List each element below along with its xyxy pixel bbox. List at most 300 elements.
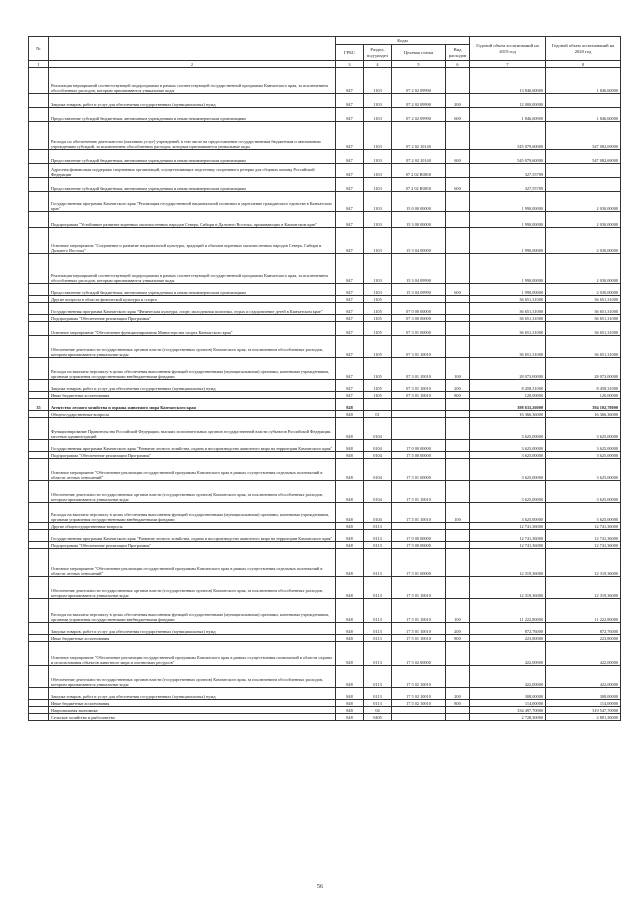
row-section: 1105 <box>364 303 392 315</box>
row-name: Предоставление субсидий бюджетным, автономным учреждениям и иным некоммерческим организациям <box>49 150 336 164</box>
row-grbs: 848 <box>336 642 364 666</box>
row-name: Закупка товаров, работ и услуг для обеспечения государственных (муниципальных) нужд <box>49 380 336 392</box>
table-row <box>29 164 621 178</box>
row-type <box>446 666 470 688</box>
table-row <box>29 122 621 150</box>
row-target <box>392 707 446 714</box>
row-number <box>29 599 49 623</box>
row-number <box>29 452 49 459</box>
row-grbs: 847 <box>336 392 364 399</box>
row-name: Закупка товаров, работ и услуг для обеспечения государственных (муниципальных) нужд <box>49 623 336 635</box>
row-grbs: 847 <box>336 358 364 380</box>
row-type <box>446 122 470 150</box>
table-row <box>29 315 621 322</box>
row-target: 17 5 01 10010 <box>392 481 446 503</box>
row-type <box>446 707 470 714</box>
row-section: 0113 <box>364 700 392 707</box>
row-value-2020: 3 625,00000 <box>546 481 621 503</box>
row-section: 1105 <box>364 392 392 399</box>
row-type <box>446 303 470 315</box>
row-type: 200 <box>446 94 470 108</box>
row-grbs: 848 <box>336 714 364 721</box>
row-value-2020: 872,76000 <box>546 623 621 635</box>
row-value-2020: 12 741,36000 <box>546 542 621 549</box>
row-number <box>29 212 49 228</box>
row-name: Основное мероприятие "Обеспечение реализации государственной программы Камчатского края в рамках осуществления полномочий в области охраны и использования объектов животного мира и охотничьих ресурсов" <box>49 642 336 666</box>
row-value-2020: 308,00000 <box>546 688 621 700</box>
row-value-2020 <box>546 94 621 108</box>
row-type <box>446 315 470 322</box>
col-no-header: № <box>29 37 49 61</box>
row-type <box>446 336 470 358</box>
row-number <box>29 284 49 296</box>
row-value-2019: 1 990,00000 <box>470 228 546 254</box>
row-name: Основное мероприятие "Обеспечение функционирования Министерства спорта Камчатского края" <box>49 322 336 336</box>
row-target: 17 5 01 00000 <box>392 459 446 481</box>
table-row <box>29 336 621 358</box>
row-name: Предоставление субсидий бюджетным, автономным учреждениям и иным некоммерческим организациям <box>49 284 336 296</box>
row-type <box>446 549 470 577</box>
row-value-2020: 120,00000 <box>546 392 621 399</box>
table-row <box>29 192 621 212</box>
row-section: 1103 <box>364 94 392 108</box>
row-value-2020: 3 625,00000 <box>546 452 621 459</box>
row-section: 1103 <box>364 212 392 228</box>
col-section-header: Раздел, под-раздел <box>364 45 392 61</box>
row-grbs: 847 <box>336 122 364 150</box>
row-type <box>446 296 470 303</box>
row-value-2019: 36 651,31000 <box>470 322 546 336</box>
row-name: Иные бюджетные ассигнования <box>49 392 336 399</box>
row-grbs: 848 <box>336 481 364 503</box>
row-section: 0113 <box>364 523 392 530</box>
row-value-2019: 398 633,26000 <box>470 399 546 411</box>
col-type-header: Вид расходов <box>446 45 470 61</box>
row-value-2020: 2 030,00000 <box>546 228 621 254</box>
row-number <box>29 418 49 440</box>
row-value-2020: 28 073,00000 <box>546 358 621 380</box>
row-target: 17 5 00 00000 <box>392 542 446 549</box>
row-section: 0104 <box>364 418 392 440</box>
row-section: 0113 <box>364 549 392 577</box>
row-value-2020 <box>546 178 621 192</box>
row-section: 1103 <box>364 254 392 284</box>
row-value-2019: 16 366,36000 <box>470 411 546 418</box>
table-row <box>29 322 621 336</box>
row-type: 600 <box>446 108 470 122</box>
table-row <box>29 523 621 530</box>
row-grbs: 848 <box>336 700 364 707</box>
row-name: Обеспечение деятельности государственных органов власти (государственных органов) Камчатского края, за исключением обособленных расходов, которым присваиваются уникальные коды <box>49 666 336 688</box>
row-value-2019: 36 651,31000 <box>470 303 546 315</box>
row-grbs: 848 <box>336 635 364 642</box>
row-grbs: 848 <box>336 688 364 700</box>
column-number-row <box>29 61 621 68</box>
row-value-2020: 8 458,31000 <box>546 380 621 392</box>
row-type <box>446 577 470 599</box>
row-type: 600 <box>446 150 470 164</box>
row-section: 1103 <box>364 122 392 150</box>
row-target: 07 3 00 00000 <box>392 315 446 322</box>
row-section: 0113 <box>364 599 392 623</box>
row-value-2020: 2 801,30000 <box>546 714 621 721</box>
row-grbs: 847 <box>336 315 364 322</box>
table-row <box>29 635 621 642</box>
row-value-2019: 36 651,31000 <box>470 296 546 303</box>
row-name: Расходы на выплаты персоналу в целях обеспечения выполнения функций государственными (муниципальными) органами, казенными учреждениями, органами управления государственными внебюджетными фондами <box>49 358 336 380</box>
row-target: 17 5 01 00000 <box>392 549 446 577</box>
col-number: 3 <box>336 61 364 68</box>
table-row <box>29 380 621 392</box>
table-row <box>29 623 621 635</box>
row-target: 17 5 01 10010 <box>392 635 446 642</box>
table-row <box>29 707 621 714</box>
row-value-2020: 547 082,69000 <box>546 122 621 150</box>
row-number <box>29 635 49 642</box>
row-value-2020 <box>546 164 621 178</box>
row-value-2019: 327,55789 <box>470 164 546 178</box>
row-value-2020: 1 846,60000 <box>546 68 621 94</box>
row-type: 100 <box>446 503 470 523</box>
row-section: 0113 <box>364 623 392 635</box>
row-section: 1105 <box>364 322 392 336</box>
row-number <box>29 549 49 577</box>
col-number: 8 <box>546 61 621 68</box>
row-value-2019: 12 741,36000 <box>470 523 546 530</box>
row-name: Подпрограмма "Обеспечение реализации Программы" <box>49 315 336 322</box>
row-value-2019: 1 990,00000 <box>470 212 546 228</box>
table-row <box>29 666 621 688</box>
col-number: 6 <box>446 61 470 68</box>
row-grbs: 848 <box>336 418 364 440</box>
row-name: Подпрограмма "Устойчивое развитие коренных малочисленных народов Севера, Сибири и Дальнего Востока, проживающих в Камчатском крае" <box>49 212 336 228</box>
row-section: 0113 <box>364 542 392 549</box>
row-type: 800 <box>446 635 470 642</box>
row-section: 1105 <box>364 296 392 303</box>
row-number <box>29 296 49 303</box>
row-number <box>29 481 49 503</box>
row-number <box>29 666 49 688</box>
row-section: 0104 <box>364 440 392 452</box>
row-value-2019: 36 651,31000 <box>470 336 546 358</box>
row-type <box>446 452 470 459</box>
row-target <box>392 296 446 303</box>
budget-table <box>28 36 621 721</box>
table-row <box>29 549 621 577</box>
row-number <box>29 192 49 212</box>
row-section: 1103 <box>364 108 392 122</box>
row-number <box>29 178 49 192</box>
row-value-2020: 422,00000 <box>546 666 621 688</box>
table-row <box>29 459 621 481</box>
table-row <box>29 392 621 399</box>
row-type: 800 <box>446 700 470 707</box>
row-name: Государственная программа Камчатского края "Развитие лесного хозяйства, охрана и воспроизводство животного мира на территории Камчатского края" <box>49 440 336 452</box>
row-number <box>29 322 49 336</box>
row-number <box>29 380 49 392</box>
col-number: 7 <box>470 61 546 68</box>
row-number <box>29 411 49 418</box>
table-row <box>29 481 621 503</box>
row-value-2020: 3 625,00000 <box>546 459 621 481</box>
row-value-2020: 36 651,31000 <box>546 315 621 322</box>
row-section: 01 <box>364 411 392 418</box>
row-section: 1103 <box>364 178 392 192</box>
row-number <box>29 714 49 721</box>
row-section: 1103 <box>364 228 392 254</box>
row-type <box>446 411 470 418</box>
row-value-2020: 319 547,70000 <box>546 707 621 714</box>
row-name: Закупка товаров, работ и услуг для обеспечения государственных (муниципальных) нужд <box>49 94 336 108</box>
row-name: Основное мероприятие "Обеспечение реализации государственной программы Камчатского края в рамках осуществления отдельных полномочий в области лесных отношений" <box>49 459 336 481</box>
row-target: 17 5 01 10010 <box>392 503 446 523</box>
row-section: 1105 <box>364 380 392 392</box>
row-section: 0104 <box>364 481 392 503</box>
row-grbs: 848 <box>336 459 364 481</box>
table-row <box>29 212 621 228</box>
row-target: 07 3 01 10010 <box>392 358 446 380</box>
table-row <box>29 68 621 94</box>
row-name: Реализация мероприятий соответствующей подпрограммы в рамках соответствующей государственной программы Камчатского края, за исключением обособленных расходов, которым присваиваются уникальные коды <box>49 68 336 94</box>
row-type <box>446 542 470 549</box>
row-value-2020: 12 741,36000 <box>546 523 621 530</box>
row-type <box>446 68 470 94</box>
table-row <box>29 503 621 523</box>
row-value-2020: 223,80000 <box>546 635 621 642</box>
row-target: 17 5 02 10010 <box>392 666 446 688</box>
row-section: 0104 <box>364 503 392 523</box>
row-name: Иные бюджетные ассигнования <box>49 635 336 642</box>
row-type: 200 <box>446 380 470 392</box>
row-number <box>29 164 49 178</box>
row-name: Предоставление субсидий бюджетным, автономным учреждениям и иным некоммерческим организациям <box>49 108 336 122</box>
table-row <box>29 358 621 380</box>
row-name: Национальная экономика <box>49 707 336 714</box>
row-target <box>392 714 446 721</box>
row-section: 0113 <box>364 688 392 700</box>
row-value-2020: 114,00000 <box>546 700 621 707</box>
table-row <box>29 94 621 108</box>
row-value-2020: 2 030,00000 <box>546 212 621 228</box>
row-value-2019: 12 741,36000 <box>470 530 546 542</box>
row-target: 07 2 02 10140 <box>392 122 446 150</box>
row-name: Основное мероприятие "Сохранение и развитие национальной культуры, традиций и обычаев коренных малочисленных народов Севера, Сибири и Дальнего Востока" <box>49 228 336 254</box>
row-target <box>392 399 446 411</box>
row-section: 1103 <box>364 68 392 94</box>
row-grbs: 847 <box>336 380 364 392</box>
row-value-2019: 1 990,00000 <box>470 192 546 212</box>
row-value-2020: 3 625,00000 <box>546 418 621 440</box>
row-value-2019: 1 846,60000 <box>470 108 546 122</box>
row-number <box>29 503 49 523</box>
row-number <box>29 459 49 481</box>
row-target: 15 3 04 09990 <box>392 284 446 296</box>
row-grbs: 847 <box>336 296 364 303</box>
row-name: Подпрограмма "Обеспечение реализации Программы" <box>49 542 336 549</box>
row-type: 600 <box>446 178 470 192</box>
row-value-2020: 36 651,31000 <box>546 303 621 315</box>
row-target: 07 2 02 09990 <box>392 68 446 94</box>
row-section: 0113 <box>364 666 392 688</box>
row-value-2019: 422,00000 <box>470 642 546 666</box>
row-section: 0113 <box>364 530 392 542</box>
row-type <box>446 481 470 503</box>
row-type <box>446 164 470 178</box>
table-row <box>29 303 621 315</box>
row-grbs: 847 <box>336 254 364 284</box>
row-value-2020: 2 030,00000 <box>546 284 621 296</box>
table-row <box>29 440 621 452</box>
row-grbs: 847 <box>336 322 364 336</box>
table-body <box>29 68 621 721</box>
row-grbs: 847 <box>336 164 364 178</box>
row-value-2019: 12 741,36000 <box>470 542 546 549</box>
table-row <box>29 254 621 284</box>
row-grbs: 847 <box>336 192 364 212</box>
table-row <box>29 418 621 440</box>
row-number <box>29 358 49 380</box>
row-target: 07 0 00 00000 <box>392 303 446 315</box>
row-name: Агентство лесного хозяйства и охраны животного мира Камчатского края <box>49 399 336 411</box>
col-number: 5 <box>392 61 446 68</box>
row-number <box>29 530 49 542</box>
row-number <box>29 700 49 707</box>
row-name: Расходы на выплаты персоналу в целях обеспечения выполнения функций государственными (муниципальными) органами, казенными учреждениями, органами управления государственными внебюджетными фондами <box>49 599 336 623</box>
row-target: 07 2 02 09990 <box>392 94 446 108</box>
page-number: 56 <box>317 884 323 890</box>
row-value-2020: 1 846,60000 <box>546 108 621 122</box>
table-row <box>29 296 621 303</box>
row-grbs: 847 <box>336 68 364 94</box>
row-target: 17 5 01 10010 <box>392 623 446 635</box>
row-grbs: 847 <box>336 284 364 296</box>
row-section: 0405 <box>364 714 392 721</box>
row-type <box>446 192 470 212</box>
row-value-2019: 12 319,36000 <box>470 549 546 577</box>
row-name: Обеспечение деятельности государственных органов власти (государственных органов) Камчатского края, за исключением обособленных расходов, которым присваиваются уникальные коды <box>49 336 336 358</box>
table-row <box>29 108 621 122</box>
row-grbs: 847 <box>336 108 364 122</box>
row-value-2019: 3 625,00000 <box>470 452 546 459</box>
row-value-2020: 2 030,00000 <box>546 192 621 212</box>
row-target: 17 0 00 00000 <box>392 440 446 452</box>
row-name: Общегосударственные вопросы <box>49 411 336 418</box>
row-name: Предоставление субсидий бюджетным, автономным учреждениям и иным некоммерческим организациям <box>49 178 336 192</box>
table-row <box>29 642 621 666</box>
row-type: 200 <box>446 688 470 700</box>
row-type <box>446 714 470 721</box>
col-grbs-header: ГРБС <box>336 45 364 61</box>
row-number <box>29 542 49 549</box>
row-section: 1105 <box>364 358 392 380</box>
row-target: 07 3 01 10010 <box>392 336 446 358</box>
row-grbs: 848 <box>336 452 364 459</box>
row-section: 1103 <box>364 150 392 164</box>
row-value-2020: 16 366,36000 <box>546 411 621 418</box>
row-value-2019: 3 625,00000 <box>470 440 546 452</box>
row-grbs: 848 <box>336 503 364 523</box>
row-name: Государственная программа Камчатского края "Реализация государственной национальной политики и укрепление гражданского единства в Камчатском крае" <box>49 192 336 212</box>
row-value-2020: 3 625,00000 <box>546 440 621 452</box>
row-value-2019: 223,80000 <box>470 635 546 642</box>
row-grbs: 847 <box>336 150 364 164</box>
row-value-2019: 327,55789 <box>470 178 546 192</box>
row-name: Государственная программа Камчатского края "Развитие лесного хозяйства, охрана и воспроизводство животного мира на территории Камчатского края" <box>49 530 336 542</box>
row-value-2019: 8 458,31000 <box>470 380 546 392</box>
row-number <box>29 122 49 150</box>
row-value-2019: 28 073,00000 <box>470 358 546 380</box>
row-grbs: 847 <box>336 336 364 358</box>
row-grbs: 848 <box>336 530 364 542</box>
row-value-2020: 36 651,31000 <box>546 296 621 303</box>
row-grbs: 847 <box>336 303 364 315</box>
row-grbs: 848 <box>336 523 364 530</box>
row-target: 17 0 00 00000 <box>392 530 446 542</box>
row-number: 35 <box>29 399 49 411</box>
row-section: 1105 <box>364 336 392 358</box>
row-name: Другие общегосударственные вопросы <box>49 523 336 530</box>
row-section: 0113 <box>364 642 392 666</box>
row-grbs: 848 <box>336 399 364 411</box>
row-type <box>446 523 470 530</box>
row-number <box>29 392 49 399</box>
row-target: 07 3 01 10010 <box>392 392 446 399</box>
row-value-2020: 394 102,78000 <box>546 399 621 411</box>
row-type: 100 <box>446 599 470 623</box>
row-value-2019: 12 319,36000 <box>470 577 546 599</box>
row-number <box>29 707 49 714</box>
row-value-2019: 120,00000 <box>470 392 546 399</box>
row-type: 800 <box>446 392 470 399</box>
row-name: Функционирование Правительства Российской Федерации, высших исполнительных органов государственной власти субъектов Российской Федерации, местных администраций <box>49 418 336 440</box>
table-row <box>29 411 621 418</box>
row-name: Основное мероприятие "Обеспечение реализации государственной программы Камчатского края в рамках осуществления отдельных полномочий в области лесных отношений" <box>49 549 336 577</box>
row-grbs: 848 <box>336 707 364 714</box>
budget-table-page <box>28 36 620 721</box>
row-target <box>392 523 446 530</box>
row-grbs: 848 <box>336 577 364 599</box>
row-number <box>29 315 49 322</box>
row-number <box>29 336 49 358</box>
row-value-2020: 547 082,69000 <box>546 150 621 164</box>
row-value-2019: 11 222,80000 <box>470 599 546 623</box>
table-row <box>29 577 621 599</box>
row-value-2019: 545 079,60000 <box>470 122 546 150</box>
table-row <box>29 599 621 623</box>
row-target: 07 2 02 R0810 <box>392 178 446 192</box>
row-name: Государственная программа Камчатского края "Физическая культура, спорт, молодежная политика, отдых и оздоровление детей в Камчатском крае" <box>49 303 336 315</box>
row-number <box>29 150 49 164</box>
row-type <box>446 228 470 254</box>
col-target-header: Целевая статья <box>392 45 446 61</box>
row-target: 17 5 00 00000 <box>392 452 446 459</box>
row-target: 17 5 02 00000 <box>392 642 446 666</box>
row-number <box>29 688 49 700</box>
row-section: 0104 <box>364 459 392 481</box>
row-target: 15 3 00 00000 <box>392 212 446 228</box>
row-grbs: 848 <box>336 542 364 549</box>
row-type <box>446 459 470 481</box>
row-target: 15 3 04 00000 <box>392 228 446 254</box>
row-target: 07 2 02 R0810 <box>392 164 446 178</box>
row-value-2019: 12 000,00000 <box>470 94 546 108</box>
row-grbs: 848 <box>336 599 364 623</box>
row-value-2019: 13 846,60000 <box>470 68 546 94</box>
row-name: Другие вопросы в области физической культуры и спорта <box>49 296 336 303</box>
row-number <box>29 577 49 599</box>
row-value-2019: 3 625,00000 <box>470 503 546 523</box>
row-grbs: 848 <box>336 411 364 418</box>
